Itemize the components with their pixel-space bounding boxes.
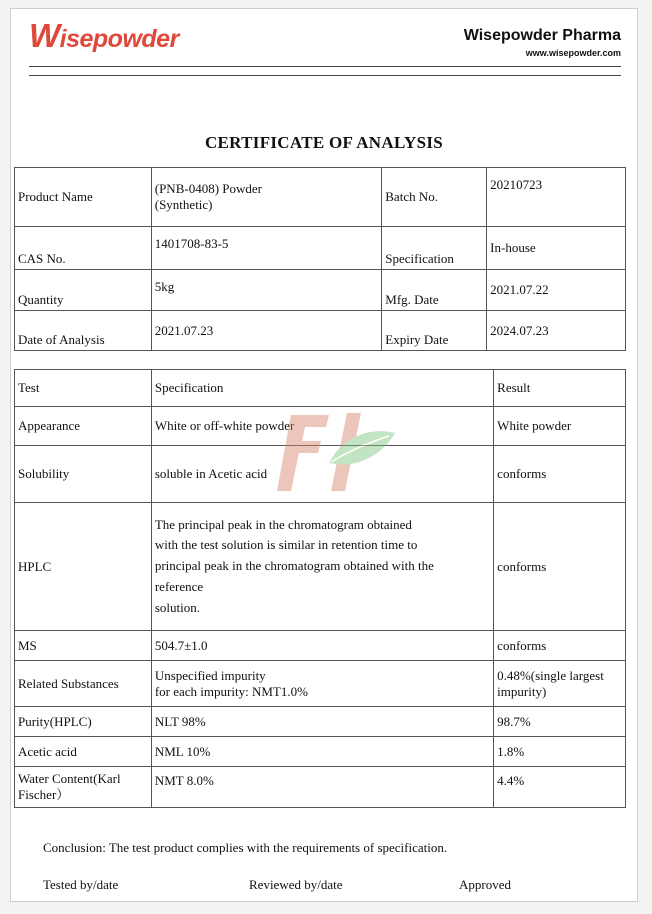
test-result: 4.4% (494, 767, 626, 808)
table-row (15, 270, 626, 311)
table-row (15, 311, 626, 351)
document-title: CERTIFICATE OF ANALYSIS (204, 133, 444, 152)
spec-label: Specification (382, 227, 487, 270)
company-website[interactable]: www.wisepowder.com (525, 48, 621, 58)
product-name-line: (Synthetic) (154, 197, 213, 212)
spec-line: solution. (154, 599, 200, 615)
reviewed-by-label: Reviewed by/date (249, 877, 343, 892)
wisepowder-logo: Wisepowder (29, 17, 179, 54)
test-result: conforms (494, 631, 626, 661)
table-row (15, 227, 626, 270)
table-row (15, 737, 626, 767)
test-result: 98.7% (494, 707, 626, 737)
table-header-row (15, 370, 626, 407)
test-name: HPLC (15, 503, 152, 631)
table-row (15, 661, 626, 707)
test-name (15, 767, 152, 808)
test-result: conforms (494, 446, 626, 503)
result-line: impurity) (497, 683, 547, 699)
cas-label: CAS No. (15, 227, 152, 270)
test-name: Acetic acid (15, 737, 152, 767)
test-result (494, 661, 626, 707)
product-name-label: Product Name (15, 168, 152, 227)
quantity-value: 5kg (151, 270, 382, 311)
test-result: conforms (494, 503, 626, 631)
table-row (15, 503, 626, 631)
test-spec: soluble in Acetic acid (151, 446, 493, 503)
test-spec: NMT 8.0% (151, 767, 493, 808)
spec-line: The principal peak in the chromatogram obtained (154, 516, 412, 532)
quantity-label: Quantity (15, 270, 152, 311)
test-result: White powder (494, 407, 626, 446)
test-name-line: Fischer） (18, 787, 70, 802)
column-header-result: Result (494, 370, 626, 407)
test-result: 1.8% (494, 737, 626, 767)
spec-line: Unspecified impurity (154, 667, 266, 683)
product-name-value (151, 168, 382, 227)
test-spec: NML 10% (151, 737, 493, 767)
tested-by-label: Tested by/date (43, 877, 119, 892)
mfg-label: Mfg. Date (382, 270, 487, 311)
spec-line: for each impurity: NMT1.0% (154, 683, 308, 699)
analysis-date-label: Date of Analysis (15, 311, 152, 351)
analysis-date-value: 2021.07.23 (151, 311, 382, 351)
test-name: Purity(HPLC) (15, 707, 152, 737)
certificate-page (10, 8, 638, 902)
batch-value: 20210723 (487, 168, 626, 227)
company-block (464, 27, 621, 58)
test-spec: NLT 98% (151, 707, 493, 737)
conclusion-text: Conclusion: The test product complies with the requirements of specification. (43, 840, 448, 855)
test-name: Appearance (15, 407, 152, 446)
batch-label: Batch No. (382, 168, 487, 227)
test-spec: 504.7±1.0 (151, 631, 493, 661)
test-name: MS (15, 631, 152, 661)
column-header-test: Test (15, 370, 152, 407)
header-divider-2 (29, 75, 621, 76)
test-name: Related Substances (15, 661, 152, 707)
watermark-logo (269, 405, 399, 495)
test-name: Solubility (15, 446, 152, 503)
table-row (15, 767, 626, 808)
expiry-value: 2024.07.23 (487, 311, 626, 351)
result-line: 0.48%(single largest (497, 667, 604, 683)
mfg-value: 2021.07.22 (487, 270, 626, 311)
product-name-line: (PNB-0408) Powder (154, 181, 262, 197)
table-row (15, 168, 626, 227)
test-spec: White or off-white powder (151, 407, 493, 446)
approved-label: Approved (459, 877, 511, 892)
column-header-specification: Specification (151, 370, 493, 407)
product-info-table (14, 167, 626, 351)
cas-value: 1401708-83-5 (151, 227, 382, 270)
table-row (15, 631, 626, 661)
test-spec (151, 503, 493, 631)
table-row (15, 707, 626, 737)
spec-line: reference (154, 578, 204, 594)
header-divider (29, 66, 621, 67)
spec-line: principal peak in the chromatogram obtained with the (154, 558, 434, 574)
spec-line: with the test solution is similar in retention time to (154, 537, 418, 553)
company-name: Wisepowder Pharma (463, 27, 621, 44)
test-name-line: Water Content(Karl (18, 771, 121, 787)
test-spec (151, 661, 493, 707)
expiry-label: Expiry Date (382, 311, 487, 351)
spec-value: In-house (487, 227, 626, 270)
